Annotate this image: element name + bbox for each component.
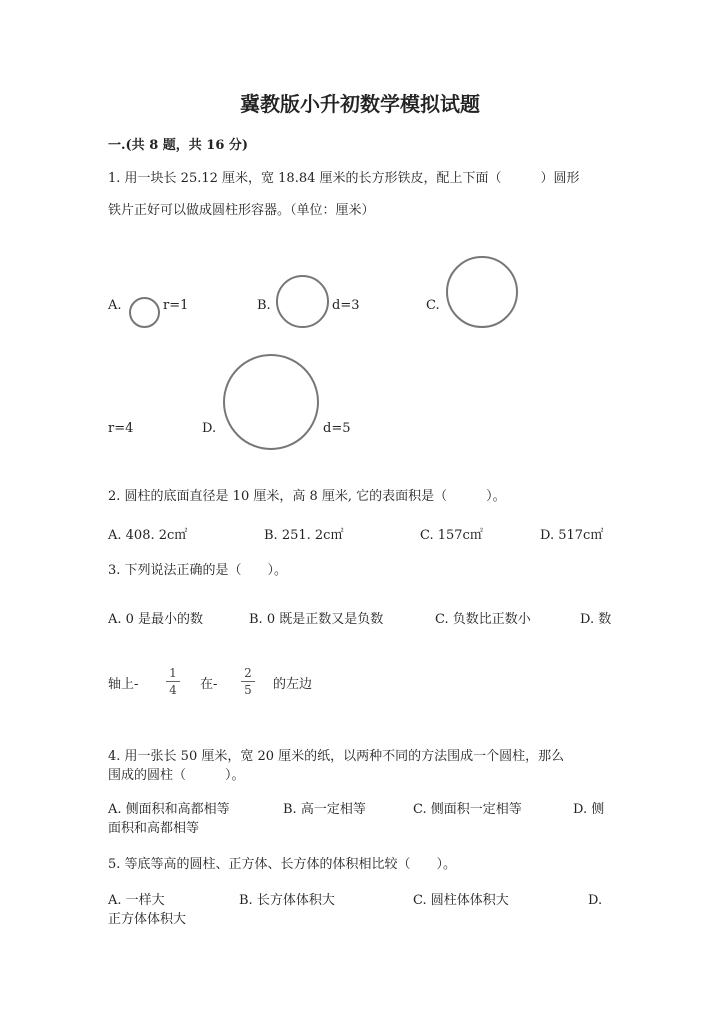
q3-d-cont3: 的左边 — [273, 677, 313, 692]
section-header: 一.(共 8 题，共 16 分) — [108, 138, 249, 153]
q4-option-b: B. 高一定相等 — [283, 802, 366, 817]
q5-option-c: C. 圆柱体体积大 — [413, 893, 509, 908]
q1-option-a-value: r=1 — [163, 298, 189, 313]
q4-option-d: D. 侧 — [573, 802, 605, 817]
circle-a — [129, 297, 160, 328]
q1-option-c-value: r=4 — [108, 421, 134, 436]
q1-option-d-value: d=5 — [323, 421, 351, 436]
fraction-denominator: 4 — [169, 683, 177, 697]
q5-option-a: A. 一样大 — [108, 893, 165, 908]
fraction-1-4 — [166, 666, 180, 697]
q4-text-line1: 4. 用一张长 50 厘米，宽 20 厘米的纸，以两种不同的方法围成一个圆柱，那么 — [108, 749, 565, 764]
q2-text: 2. 圆柱的底面直径是 10 厘米，高 8 厘米, 它的表面积是（ ）。 — [108, 489, 506, 504]
q3-d-cont2: 在- — [200, 677, 218, 692]
circle-b — [276, 275, 329, 328]
q1-text-line2: 铁片正好可以做成圆柱形容器。（单位：厘米） — [108, 203, 375, 218]
q1-text-line1: 1. 用一块长 25.12 厘米，宽 18.84 厘米的长方形铁皮，配上下面（ ）圆形 — [108, 171, 580, 186]
q1-option-d-label: D. — [202, 421, 217, 436]
fraction-numerator: 1 — [169, 666, 177, 680]
q1-option-a-label: A. — [108, 298, 122, 313]
q3-option-a: A. 0 是最小的数 — [108, 612, 204, 627]
q5-text: 5. 等底等高的圆柱、正方体、长方体的体积相比较（ ）。 — [108, 857, 457, 872]
q3-d-cont1: 轴上- — [108, 677, 139, 692]
q4-option-d-cont: 面积和高都相等 — [108, 821, 200, 836]
page-title: 冀教版小升初数学模拟试题 — [240, 92, 480, 116]
q5-option-d-cont: 正方体体积大 — [108, 912, 187, 927]
q2-option-a: A. 408. 2c㎡ — [108, 528, 188, 543]
circle-c — [446, 256, 518, 328]
q2-option-b: B. 251. 2c㎡ — [264, 528, 344, 543]
q3-option-c: C. 负数比正数小 — [435, 612, 531, 627]
q2-option-d: D. 517c㎡ — [540, 528, 604, 543]
q1-option-b-label: B. — [257, 298, 271, 313]
fraction-denominator: 5 — [244, 683, 252, 697]
q2-option-c: C. 157c㎡ — [420, 528, 483, 543]
q3-option-d: D. 数 — [580, 612, 612, 627]
q3-text: 3. 下列说法正确的是（ ）。 — [108, 563, 288, 578]
q3-option-b: B. 0 既是正数又是负数 — [249, 612, 384, 627]
q1-option-c-label: C. — [426, 298, 440, 313]
circle-d — [223, 354, 319, 450]
q4-option-c: C. 侧面积一定相等 — [413, 802, 522, 817]
q5-option-d: D. — [588, 893, 603, 908]
fraction-numerator: 2 — [244, 666, 252, 680]
q5-option-b: B. 长方体体积大 — [239, 893, 335, 908]
q4-text-line2: 围成的圆柱（ ）。 — [108, 768, 245, 783]
fraction-2-5 — [241, 666, 255, 697]
q1-option-b-value: d=3 — [332, 298, 360, 313]
q4-option-a: A. 侧面积和高都相等 — [108, 802, 230, 817]
